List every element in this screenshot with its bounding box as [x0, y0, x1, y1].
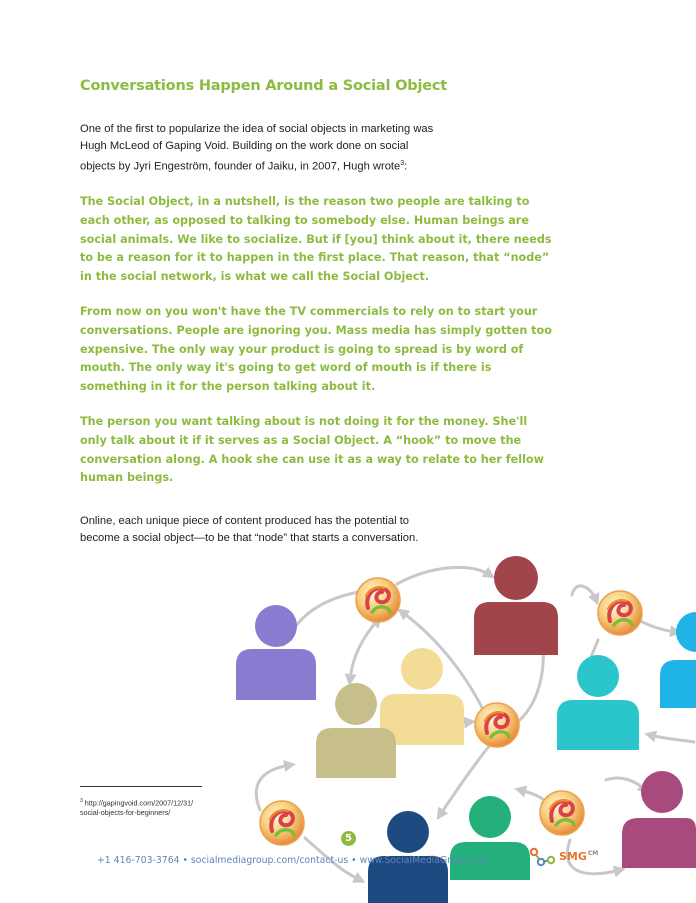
outro-paragraph: Online, each unique piece of content produced has the potential to become a social object—to be that “node” that starts a conversation. — [80, 515, 419, 544]
smg-logo-mark: CM — [587, 850, 599, 857]
footer-contact: +1 416-703-3764 • socialmediagroup.com/contact-us • www.SocialMediaGroup.com — [97, 855, 492, 866]
smg-logo-wordmark: SMG — [559, 850, 587, 863]
intro-paragraph — [80, 121, 440, 176]
quote-paragraph-3: The person you want talking about is not doing it for the money. She'll only talk about it if it serves as a Social Object. A “hook” to move the conversation along. A hook she can use it as a way to relate to her fellow human beings. — [80, 415, 544, 485]
pale-yellow-person — [380, 648, 464, 745]
page-number: 5 — [341, 831, 356, 846]
teal-person — [557, 655, 639, 750]
khaki-person — [316, 683, 396, 778]
smg-logo-icon — [529, 846, 557, 870]
footnote-reference: 3 — [400, 160, 405, 167]
smg-logo — [529, 846, 639, 870]
page-heading: Conversations Happen Around a Social Object — [80, 78, 447, 94]
smg-logo-text — [559, 850, 598, 863]
footnote-url-line-1: http://gapingvoid.com/2007/12/31/ — [84, 798, 194, 808]
footnote-marker: 3 — [80, 798, 83, 804]
footnote-url-line-2: social-objects-for-beginners/ — [80, 808, 171, 818]
purple-person — [236, 605, 316, 700]
green-person — [450, 796, 530, 880]
sky-blue-person — [660, 612, 696, 708]
quote-paragraph-2: From now on you won't have the TV commercials to rely on to start your conversations. People are ignoring you. Mass media has simply gotten too expensive. The only way your product is going to spread is by word of mouth. The only way it's going to get word of mouth is if there is something in it for the person talking about it. — [80, 305, 552, 394]
quote-paragraph-1: The Social Object, in a nutshell, is the reason two people are talking to each other, as opposed to talking to somebody else. Human beings are social animals. We like to socialize. But if [you] think about it, there needs to be a reason for it to happen in the first place. That reason, that “node” in the social network, is what we call the Social Object. — [80, 195, 552, 284]
footnote-divider — [80, 786, 202, 787]
maroon-person — [474, 556, 558, 655]
intro-text: One of the first to popularize the idea of social objects in marketing was Hugh McLeod of Gaping Void. Building on the work done on social objects by Jyri Engeström, founder of Jaiku, in 2007, Hugh wrote — [80, 123, 434, 173]
footnote — [80, 796, 230, 818]
intro-colon: : — [404, 160, 408, 173]
